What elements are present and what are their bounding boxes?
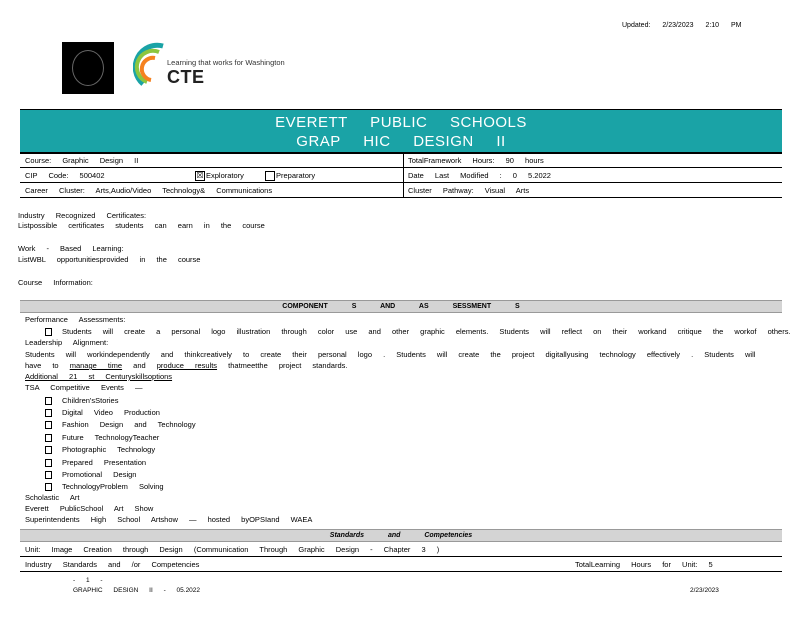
- exploratory-check-mark: ☒: [196, 171, 204, 181]
- tsa-event: Children'sStories: [45, 396, 118, 405]
- additional-skills-heading: Additional 21 st Centuryskillsoptions: [25, 372, 173, 381]
- career-cluster: Career Cluster: Arts,Audio/Video Technology& Communications: [25, 186, 273, 195]
- bullet-icon: [45, 434, 52, 442]
- total-framework-hours: TotalFramework Hours: 90 hours: [408, 156, 544, 165]
- title-banner: [20, 109, 782, 154]
- industry-standards-heading: Industry Standards and /or Competencies: [25, 560, 200, 569]
- total-learning-hours: TotalLearning Hours for Unit: 5: [575, 560, 713, 569]
- page-number: - 1 -: [73, 577, 103, 584]
- bullet-icon: [45, 409, 52, 417]
- scholastic-art: Scholastic Art: [25, 493, 80, 502]
- tsa-event: Promotional Design: [45, 470, 136, 479]
- tsa-event: Fashion Design and Technology: [45, 420, 196, 429]
- preparatory-checkbox: Preparatory: [265, 171, 315, 181]
- cte-tagline: Learning that works for Washington: [167, 58, 285, 67]
- everett-art-show: Everett PublicSchool Art Show: [25, 504, 154, 513]
- leadership-heading: Leadership Alignment:: [25, 338, 109, 347]
- tsa-event: Future TechnologyTeacher: [45, 433, 159, 442]
- bullet-icon: [45, 397, 52, 405]
- tsa-event: Prepared Presentation: [45, 458, 146, 467]
- cip-code: CIP Code: 500402: [25, 171, 105, 180]
- tsa-heading: TSA Competitive Events —: [25, 383, 143, 392]
- wbl-text: ListWBL opportunitiesprovided in the course: [18, 255, 201, 264]
- wbl-heading: Work - Based Learning:: [18, 244, 124, 253]
- exploratory-checkbox: ☒ Exploratory: [196, 171, 244, 181]
- district-title: EVERETT PUBLIC SCHOOLS: [275, 114, 527, 131]
- performance-text: Students will create a personal logo illustration through color use and other graphic elements. Students will reflect on their workand critique the workof others.: [45, 327, 791, 336]
- district-seal-logo: [62, 42, 114, 94]
- tsa-event: Photographic Technology: [45, 445, 155, 454]
- cte-logo: [133, 40, 303, 96]
- industry-certificates-text: Listpossible certificates students can earn in the course: [18, 221, 265, 230]
- performance-heading: Performance Assessments:: [25, 315, 126, 324]
- components-assessments-bar: COMPONENT S AND AS SESSMENT S: [20, 300, 782, 313]
- cluster-pathway: Cluster Pathway: Visual Arts: [408, 186, 530, 195]
- bullet-icon: [45, 483, 52, 491]
- updated-timestamp: Updated: 2/23/2023 2:10 PM: [622, 22, 742, 29]
- bullet-icon: [45, 471, 52, 479]
- standards-competencies-bar: Standards and Competencies: [20, 529, 782, 542]
- course-title: GRAP HIC DESIGN II: [296, 133, 506, 150]
- date-last-modified: Date Last Modified : 0 5.2022: [408, 171, 551, 180]
- divider: [20, 556, 782, 557]
- industry-certificates-heading: Industry Recognized Certificates:: [18, 211, 147, 220]
- cte-wordmark: CTE: [167, 67, 205, 87]
- tsa-event: Digital Video Production: [45, 408, 160, 417]
- bullet-icon: [45, 328, 52, 336]
- course-field: Course: Graphic Design II: [25, 156, 139, 165]
- leadership-text-2: have to manage time and produce results thatmeetthe project standards.: [25, 361, 348, 370]
- course-info-table: [20, 152, 782, 198]
- tsa-event: TechnologyProblem Solving: [45, 482, 164, 491]
- unit-title: Unit: Image Creation through Design (Communication Through Graphic Design - Chapter 3 ): [25, 545, 440, 554]
- superintendents-art-show: Superintendents High School Artshow — hosted byOPSIand WAEA: [25, 515, 313, 524]
- bullet-icon: [45, 459, 52, 467]
- divider: [20, 571, 782, 572]
- bullet-icon: [45, 446, 52, 454]
- footer-date: 2/23/2023: [690, 587, 719, 594]
- course-information-heading: Course Information:: [18, 278, 93, 287]
- bullet-icon: [45, 421, 52, 429]
- footer-doc-label: GRAPHIC DESIGN II - 05.2022: [73, 587, 201, 594]
- leadership-text-1: Students will workindependently and thinkcreatively to create their personal logo . Students will create the project digitallyusing technology effectively . Students will: [25, 350, 756, 359]
